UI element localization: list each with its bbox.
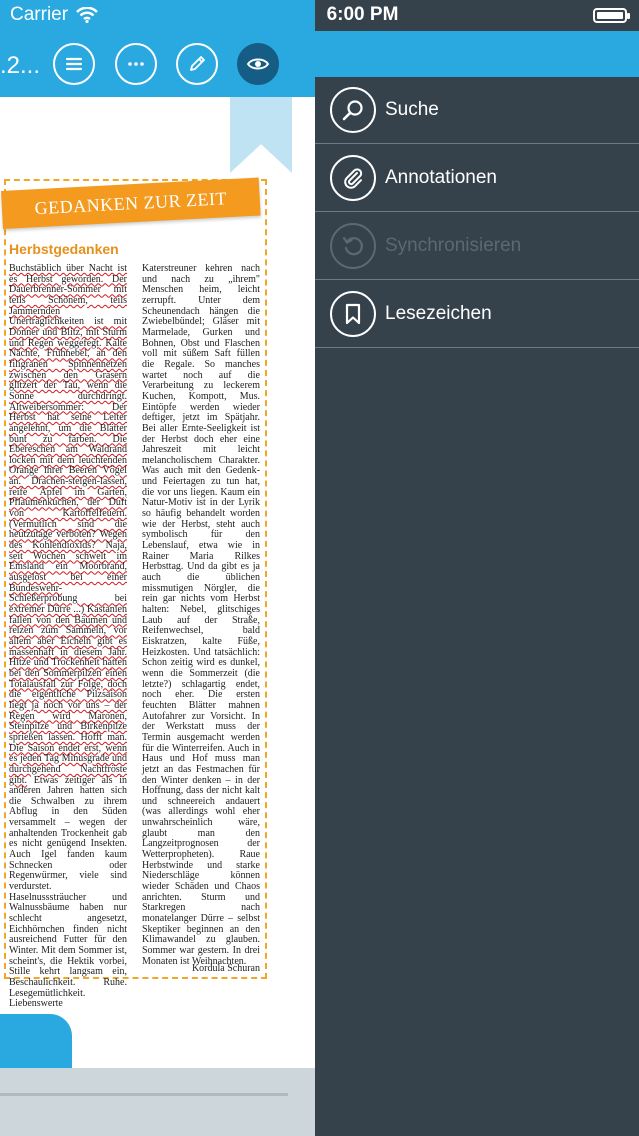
menu-item-sync [315,213,639,280]
bookmark-icon [330,291,376,337]
search-icon [330,87,376,133]
menu-item-label: Synchronisieren [385,235,522,256]
battery-icon [593,8,627,23]
reader-toolbar [0,0,315,97]
menu-item-bookmarks[interactable] [315,281,639,348]
column-text: Etwas zeitiger als in anderen Jahren hatten sich die Schwalben zu ihrem Abflug in den Süden versammelt – wegen der anhaltenden Trockenheit gab es nicht genügend Insekten. Auch Igel fanden kaum Schnecken oder Regenwürmer, viele sind verdurstet. Haselnusssträucher und Walnussbäume haben nur schlecht angesetzt, Eichhörnchen finden nicht ausreichend Futter für den Winter. Mit dem Sommer ist, scheint's, die Hektik vorbei, Stille kehrt langsam ein, Beschaulichkeit. Ruhe. Lesegemütlichkeit. Liebenswerte [9,774,127,1010]
more-icon [124,52,148,76]
pencil-icon [185,52,209,76]
wifi-icon [76,7,98,23]
scrubber-track[interactable] [0,1093,288,1096]
side-menu [315,0,639,1136]
menu-item-search[interactable] [315,77,639,144]
page-thumbnail-strip[interactable] [0,1068,315,1136]
view-button[interactable] [237,43,279,85]
more-button[interactable] [115,43,157,85]
menu-icon [62,52,86,76]
article-headline: Herbstgedanken [9,241,119,257]
paperclip-icon [330,155,376,201]
article-column-left[interactable] [9,264,127,1010]
bookmark-ribbon[interactable] [230,97,292,173]
menu-item-annotations[interactable] [315,145,639,212]
menu-header [315,31,639,77]
carrier-label: Carrier [10,4,69,25]
annotated-text[interactable]: Buchstäblich über Nacht ist es Herbst geworden. Der Dauerbrenner-Sommer mit teils Schönem, teils Jammernden Unerträglichkeiten ist mit Donner und Blitz, mit Sturm und Regen weggefegt. Kalte Nächte, Frühnebel, an den filigranen Spinnennetzen zwischen den Gräsern glitzert der Tau, wenn die Sonne durchdringt. Altweibersommer: Der Herbst hat seine Leiter angelehnt, um die Blätter bunt zu färben. Die Ebereschen am Waldrand locken mit dem leuchtenden Orange ihrer Beeren Vögel an. Drachen-steigen-lassen, reife Äpfel im Garten, Pflaumenkuchen, der Duft von Kartoffelfeuern. (Vermutlich sind die heutzutage verboten? Wegen des Kohlendioxids? Naja, seit Wochen schwelt im Emsland ein Moorbrand, ausgelöst bei einer Bundeswehr-Schießerprobung bei extremer Dürre ...) Kastanien fallen von den Bäumen und reizen zum Sammeln, vor allem aber Eicheln gibt es massenhaft in diesem Jahr. Hitze und Trockenheit hatten bei den Sommerpilzen einen Totalausfall zur Folge, doch die eigentliche Pilzsaison liegt ja noch vor uns – der Regen wird Maronen, Steinpilze und Birkenpilze sprießen lassen. Hofft man. Die Saison endet erst, wenn es jeden Tag Minusgrade und durchgehend Nachtfröste gibt. [9,263,127,786]
menu-item-label: Annotationen [385,167,497,188]
status-time: 6:00 PM [326,4,399,25]
article-byline: Kordula Schuran [191,963,260,974]
edit-button[interactable] [176,43,218,85]
eye-icon [246,52,270,76]
article-column-right[interactable]: Katerstreuner kehren nach und nach zu „ihrem" Menschen heim, leicht zerrupft. Unter dem Scheunendach hängen die Zwiebelbündel; Gläser mit Marmelade, Gurken und Bohnen, Obst und Flaschen voll mit süßem Saft füllen die Regale. So manches wartet noch auf die Verarbeitung zu leckerem Kuchen, Kompott, Mus. Eintöpfe werden wieder deftiger, jetzt im Spätjahr. Bei aller Ernte-Seeligkeit ist der Herbst doch eher eine Jahreszeit mit leicht melancholischem Charakter. Was auch mit den Gedenk- und Feiertagen zu tun hat, die vor uns liegen. Kaum ein Natur-Motiv ist in der Lyrik so häufig behandelt worden wie der Herbst, steht auch symbolisch für den Lebenslauf, etwa wie in Rainer Maria Rilkes Herbsttag. Und da gibt es ja auch die üblichen missmutigen Nörgler, die rein gar nichts vom Herbst halten: Nebel, glitschiges Laub auf der Straße, Reifenwechsel, bald Eiskratzen, kalte Füße, Heizkosten. Und tatsächlich: Schon zeitig wird es dunkel, wenn die Sommerzeit (die letzte?) schlagartig endet, noch eher. Die ersten feuchten Blätter mahnen Autofahrer zur Vorsicht. In der Werkstatt muss der Termin ausgemacht werden für die Winterreifen. Auch in Haus und Hof muss man jetzt an das Festmachen für den Winter denken – in der Hoffnung, dass der nicht kalt und schneereich andauert (was allerdings wohl eher unwahrscheinlich wäre, glaubt man den Langzeitprognosen der Wetterpropheten). Raue Herbstwinde und starke Niederschläge können wieder Schäden und Chaos anrichten. Sturm und Starkregen nach monatelanger Dürre – selbst Skeptiker beginnen an den Klimawandel zu glauben. Sommer war gestern. In drei Monaten ist Weihnachten. [142,263,260,967]
menu-button[interactable] [53,43,95,85]
page-indicator[interactable]: .2... [0,52,41,79]
page-tab[interactable] [0,1014,72,1068]
reader-panel [0,0,315,1136]
menu-item-label: Suche [385,99,439,120]
sync-icon [330,223,376,269]
menu-item-label: Lesezeichen [385,303,492,324]
status-bar-left [10,4,98,26]
banner-title: GEDANKEN ZUR ZEIT [34,187,228,218]
